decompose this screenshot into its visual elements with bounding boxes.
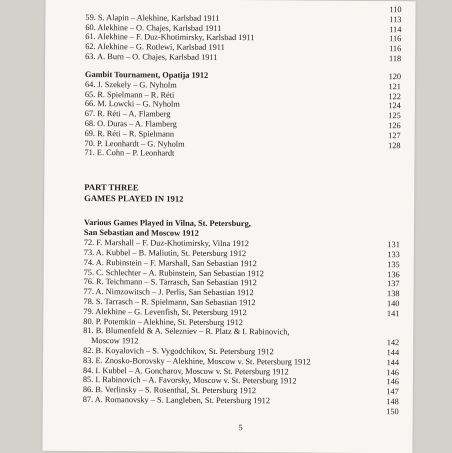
toc-entry-title: 62. Alekhine – G. Rotlewi, Karlsbad 1911 — [85, 42, 225, 53]
toc-entry-title: 82. B. Koyalovich – S. Vygodchikov, St. Petersburg 1912 — [83, 345, 274, 357]
toc-section-opatija — [84, 80, 401, 161]
table-of-contents — [82, 0, 402, 433]
toc-entry-title: 63. A. Burn – O. Chajes, Karlsbad 1911 — [85, 51, 218, 62]
toc-entry-title: 69. R. Réti – R. Spielmann — [84, 128, 175, 139]
toc-page-number: 114 — [389, 24, 402, 34]
toc-page-number: 136 — [387, 269, 400, 279]
toc-page-number: 150 — [386, 406, 399, 416]
toc-page-number: 144 — [386, 348, 400, 358]
toc-page-number: 133 — [387, 250, 400, 260]
toc-entry-title: 68. O. Duras – A. Flamberg — [84, 118, 177, 129]
toc-page-number: 140 — [386, 299, 400, 309]
toc-page-number: 126 — [388, 121, 401, 131]
toc-entry-title: 81. B. Blumenfeld & A. Selezniev – R. Platz & I. Rabinovich, — [83, 326, 290, 337]
toc-page-number: 118 — [389, 54, 402, 64]
toc-entry-title: 79. Alekhine – G. Levenfish, St. Petersburg 1912 — [83, 306, 247, 317]
heading-page: 120 — [388, 71, 402, 81]
toc-page-number: 122 — [388, 91, 401, 101]
toc-entry-title: Moscow 1912 — [91, 336, 139, 346]
toc-page-number: 125 — [388, 111, 401, 121]
toc-page-number: 121 — [388, 81, 402, 91]
toc-entry-title: 71. E. Cohn – P. Leonhardt — [84, 148, 175, 158]
toc-entry-title: 77. A. Nimzowitsch – J. Perlis, San Sebastian 1912 — [83, 287, 254, 298]
toc-entry-title: 61. Alekhine – F. Duz-Khotimirsky, Karlsbad 1911 — [85, 32, 255, 43]
toc-entry-title: 75. C. Schlechter – A. Rubinstein, San Sebastian 1912 — [83, 267, 264, 278]
part-title: PART THREE — [84, 182, 139, 193]
toc-page-number: 146 — [386, 367, 400, 377]
toc-entry-title: 64. J. Szekely – G. Nyholm — [84, 79, 177, 90]
toc-page-number: 127 — [388, 130, 401, 140]
toc-page-number: 110 — [389, 5, 402, 15]
toc-page-number: 144 — [386, 357, 400, 367]
toc-page-number: 146 — [386, 377, 399, 387]
heading-text: Gambit Tournament, Opatija 1912 — [85, 69, 209, 80]
toc-entry-title: 83. E. Znosko-Borovsky – Alekhine, Moscow v. St. Petersburg 1912 — [83, 355, 311, 367]
toc-page-number: 147 — [386, 387, 399, 397]
toc-page-number: 137 — [387, 279, 400, 289]
part-subtitle: GAMES PLAYED IN 1912 — [84, 193, 184, 204]
toc-page-number: 124 — [388, 101, 401, 111]
toc-page-number: 113 — [389, 14, 402, 24]
page-number: 5 — [238, 423, 243, 433]
toc-entry-title: 80. P. Potemkin – Alekhine, St. Petersburg 1912 — [83, 316, 243, 327]
toc-page-number: 135 — [387, 259, 400, 269]
toc-page-number: 131 — [387, 240, 400, 250]
toc-section-karlsbad — [85, 13, 401, 64]
toc-section-1912 — [83, 238, 400, 417]
toc-page-number: 116 — [389, 44, 402, 54]
book-page — [42, 0, 415, 453]
toc-entry-title: 67. R. Réti – A. Flamberg — [84, 109, 171, 119]
toc-entry-title: 60. Alekhine – O. Chajes, Karlsbad 1911 — [85, 22, 222, 33]
section-heading-various-2: San Sebastian and Moscow 1912 — [83, 228, 199, 238]
toc-entry-title: 59. S. Alapin – Alekhine, Karlsbad 1911 — [85, 12, 220, 23]
toc-entry-title: 65. R. Spielmann – R. Réti — [84, 89, 175, 100]
toc-entry-title: 85. I. Rabinovich – A. Favorsky, Moscow v. St. Petersburg 1912 — [82, 375, 297, 386]
toc-entry-title: 87. A. Romanovsky – S. Langleben, St. Petersburg 1912 — [82, 394, 271, 406]
toc-page-number: 138 — [387, 289, 400, 299]
toc-entry-title: 78. S. Tarrasch – R. Spielmann, San Sebastian 1912 — [83, 296, 256, 308]
toc-entry-title: 73. A. Kubbel – B. Maliutin, St. Petersburg 1912 — [83, 247, 247, 259]
toc-row — [83, 405, 399, 417]
toc-page-number: 128 — [388, 140, 401, 150]
toc-page-number: 141 — [386, 308, 400, 318]
toc-entry-title: 70. P. Leonhardt – G. Nyholm — [84, 138, 185, 149]
toc-page-number: 142 — [386, 338, 400, 348]
toc-entry-title: 76. R. Teichmann – S. Tarrasch, San Sebastian 1912 — [83, 277, 257, 288]
toc-page-number: 148 — [386, 397, 399, 407]
toc-entry-title: 74. A. Rubinstein – F. Marshall, San Sebastian 1912 — [83, 257, 257, 268]
toc-page-number: 116 — [389, 34, 402, 44]
section-heading-various-1: Various Games Played in Vilna, St. Petersburg, — [83, 218, 251, 229]
toc-entry-title: 66. M. Lowcki – G. Nyholm — [84, 99, 180, 110]
toc-entry-title: 84. I. Kubbel – A. Goncharov, Moscow v. St. Petersburg 1912 — [82, 365, 289, 376]
toc-entry-title: 72. F. Marshall – F. Duz-Khotimirsky, Vilna 1912 — [83, 238, 249, 249]
toc-entry-title: 86. B. Verlinsky – S. Rosenthal, St. Petersburg 1912 — [82, 385, 257, 396]
